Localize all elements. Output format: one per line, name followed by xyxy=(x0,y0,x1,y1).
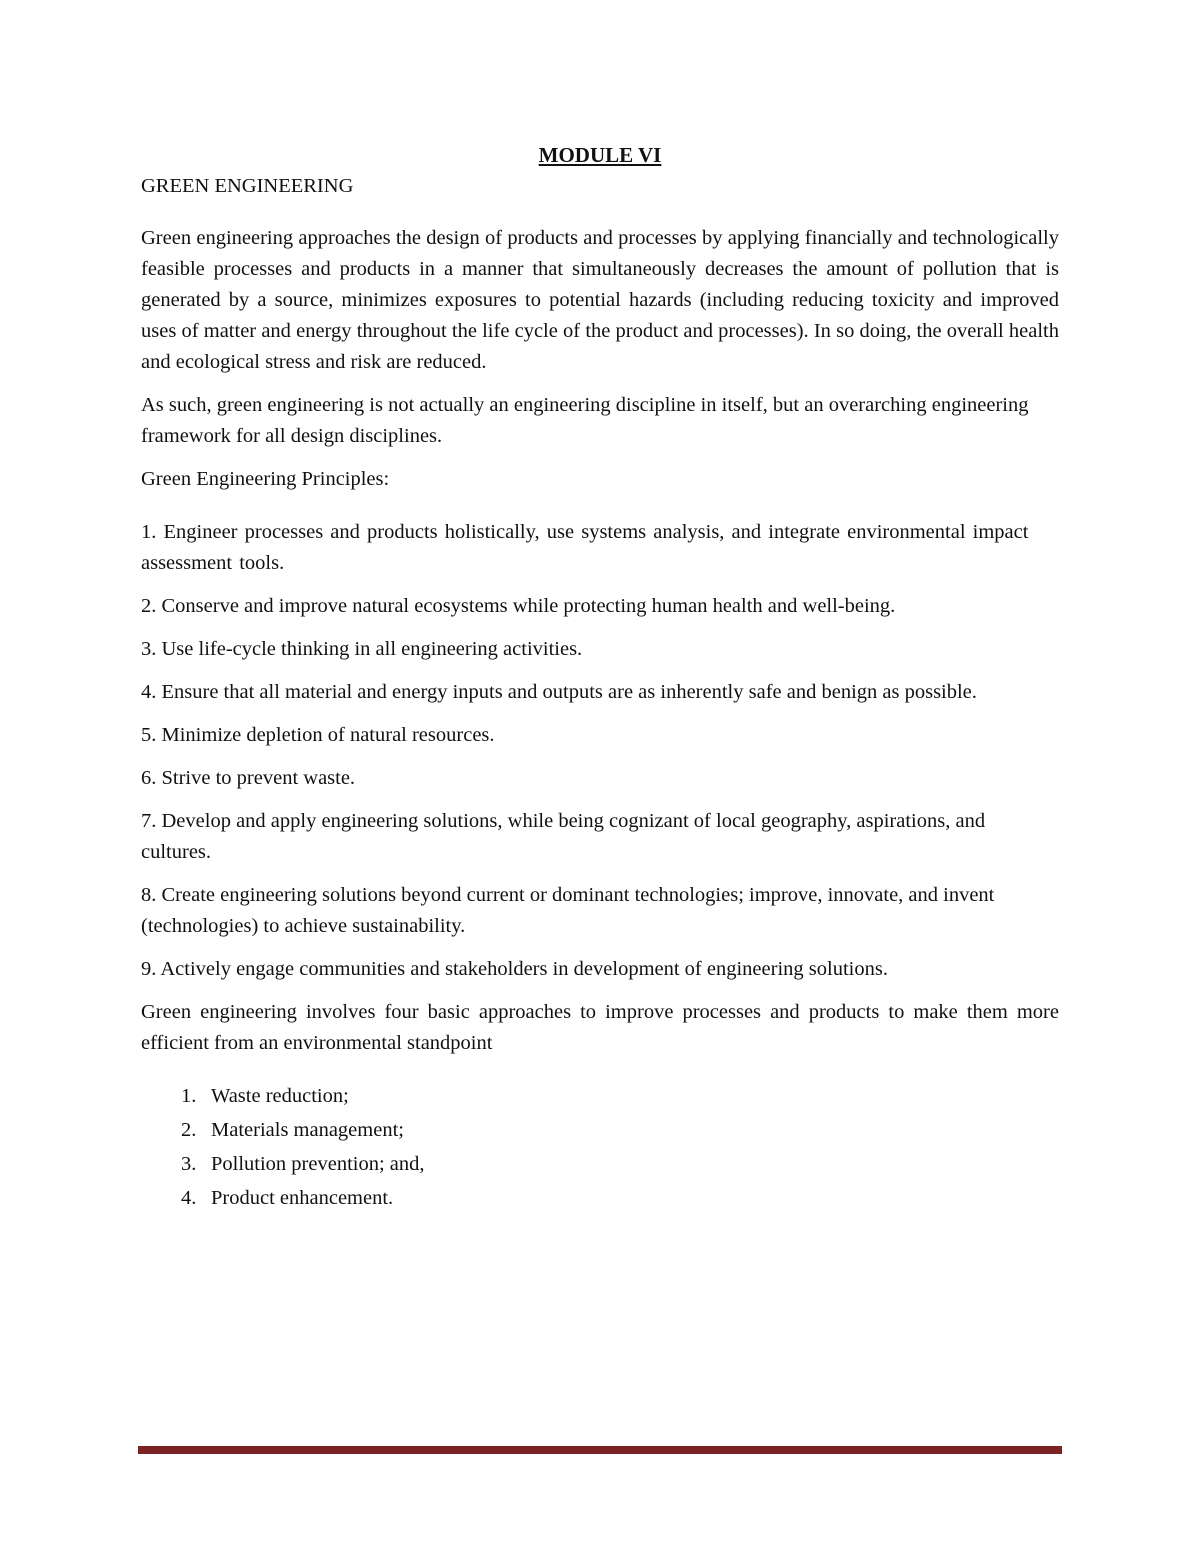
principle-item: 8. Create engineering solutions beyond current or dominant technologies; improve, innovate, and invent (technologies) to achieve sustainability. xyxy=(141,884,995,937)
principle-item: 3. Use life-cycle thinking in all engineering activities. xyxy=(141,638,583,660)
approach-text: Product enhancement. xyxy=(211,1187,394,1209)
principle-item: 2. Conserve and improve natural ecosystems while protecting human health and well-being. xyxy=(141,595,896,617)
intro-paragraph: Green engineering approaches the design of products and processes by applying financially and technologically feasible processes and products in a manner that simultaneously decreases the amount of pollution that is generated by a source, minimizes exposures to potential hazards (including reducing toxicity and improved uses of matter and energy throughout the life cycle of the product and processes). In so doing, the overall health and ecological stress and risk are reduced. xyxy=(141,227,1059,373)
principles-list xyxy=(141,517,1059,985)
section-heading: GREEN ENGINEERING xyxy=(141,175,354,197)
approach-number: 3. xyxy=(181,1153,197,1175)
principle-item: 9. Actively engage communities and stakeholders in development of engineering solutions. xyxy=(141,958,888,980)
approach-text: Waste reduction; xyxy=(211,1085,349,1107)
approach-number: 4. xyxy=(181,1187,197,1209)
approach-number: 1. xyxy=(181,1085,197,1107)
approach-number: 2. xyxy=(181,1119,197,1141)
approach-item xyxy=(141,1079,1059,1113)
approach-item xyxy=(141,1147,1059,1181)
principle-item: 1. Engineer processes and products holistically, use systems analysis, and integrate environmental impact assessment tools. xyxy=(141,521,1029,574)
approach-item xyxy=(141,1113,1059,1147)
principle-item: 4. Ensure that all material and energy inputs and outputs are as inherently safe and benign as possible. xyxy=(141,681,977,703)
principles-heading: Green Engineering Principles: xyxy=(141,468,390,490)
framework-paragraph: As such, green engineering is not actually an engineering discipline in itself, but an overarching engineering framework for all design disciplines. xyxy=(141,394,1029,447)
footer-rule xyxy=(138,1446,1062,1454)
approach-item xyxy=(141,1181,1059,1215)
approach-text: Pollution prevention; and, xyxy=(211,1153,425,1175)
approaches-list xyxy=(141,1079,1059,1215)
principle-item: 5. Minimize depletion of natural resources. xyxy=(141,724,495,746)
approaches-paragraph: Green engineering involves four basic approaches to improve processes and products to make them more efficient from an environmental standpoint xyxy=(141,1001,1059,1054)
module-title: MODULE VI xyxy=(538,143,662,167)
approach-text: Materials management; xyxy=(211,1119,404,1141)
principle-item: 7. Develop and apply engineering solutions, while being cognizant of local geography, aspirations, and cultures. xyxy=(141,810,986,863)
principle-item: 6. Strive to prevent waste. xyxy=(141,767,356,789)
page-content xyxy=(141,140,1059,1215)
